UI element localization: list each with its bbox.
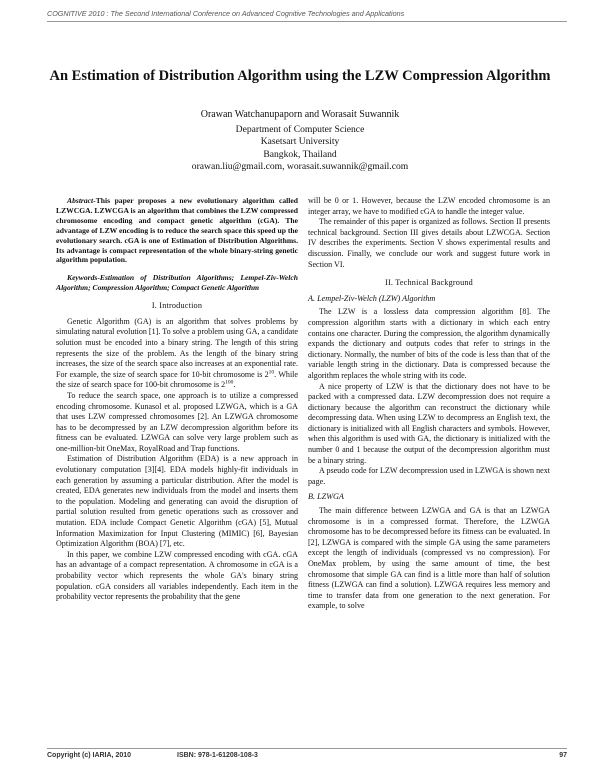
lzw-paragraph-1: The LZW is a lossless data compression algorithm [8]. The compression algorithm starts with a dictionary in which each entry contains one character. During the compression, the algorithm dynamically expands the dictionary and outputs codes that refer to strings in the dictionary. Normally, the number of bits of the code is less than that of the variable length string in the dictionary. Data is compressed because the algorithm replaces the whole string with its code. (308, 307, 550, 380)
author-university: Kasetsart University (260, 136, 340, 147)
intro-paragraph-3: Estimation of Distribution Algorithm (EDA) is a new approach in evolutionary computation [3][4]. EDA models highly-fit individuals in each generation by assuming a particular distribution. After the model is created, EDA generates new individuals from the model and inserts them to the population. Modeling and generating can avoid the disruption of partial solution resulted from genetic operations such as crossover and mutation. EDA include Compact Genetic Algorithm (cGA) [5], Mutual Information Maximization for Input Clustering (MIMIC) [6], Bayesian Optimization Algorithm (BOA) [7], etc. (56, 454, 298, 549)
paper-title: An Estimation of Distribution Algorithm using the LZW Compression Algorithm (49, 68, 551, 84)
footer-copyright: Copyright (c) IARIA, 2010 (47, 752, 132, 759)
author-email: orawan.liu@gmail.com, worasait.suwannik@gmail.com (191, 161, 409, 172)
lzw-paragraph-3: A pseudo code for LZW decompression used in LZWGA is shown next page. (308, 466, 550, 486)
intro-paragraph-4: In this paper, we combine LZW compressed encoding with cGA. cGA has an advantage of a compact representation. A chromosome in cGA is a probability vector which represents the whole GA's binary string population. cGA considers all variables independently. Each item in the probability vector represents the probability that the gene (56, 549, 298, 602)
lzw-paragraph-2: A nice property of LZW is that the dictionary does not have to be packed with a compressed data. LZW decompression does not require a dictionary because the algorithm can reconstruct the dictionary while decompressing data. When using LZW to decompress an English text, the dictionary is initialized with all English characters and symbols. However, when this algorithm is used with GA, the dictionary is initialized with the number 0 and 1 because the output of the decompression algorithm must be a binary string. (308, 381, 550, 465)
section-heading-introduction: I. Introduction (151, 301, 203, 311)
abstract-body: This paper proposes a new evolutionary algorithm called LZWCGA. LZWCGA is an algorithm that combines the LZW compressed chromosome encoding and compact genetic algorithm (cGA). The advantage of LZW encoding is to reduce the search space this speed up the evolutionary search. cGA is one of Estimation of Distribution Algorithms. Its advantage is compact representation of the whole binary-string genetic algorithm population. (56, 196, 298, 265)
lzwga-paragraph-1: The main difference between LZWGA and GA is that an LZWGA chromosome is in a compressed format. Therefore, the LZWGA chromosome has to be decompressed before its fitness can be evaluated. In [2], LZWGA is compared with the simple GA using the same parameters except the length of individuals (compressed vs no compression). For OneMax problem, by using the same amount of time, the best chromosome that simple GA can find is a little more than half of solution fitness (LZWGA can find a solution). LZWGA requires less memory and time to transfer data from one generation to the next generation. For example, to solve (308, 506, 550, 611)
intro-paragraph-2: To reduce the search space, one approach is to utilize a compressed encoding chromosome. Kunasol et al. proposed LZWGA, which is a GA that uses LZW compressed chromosomes [2]. An LZWGA chromosome has to be decompressed by an LZW decompression algorithm before its fitness can be evaluated. LZWGA can solve very large problem such as one-million-bit OneMax, RoyalRoad and Trap functions. (56, 390, 298, 453)
left-column (56, 196, 298, 603)
footer-page-number: 97 (559, 752, 567, 759)
page-footer (47, 748, 567, 759)
abstract-lead: Abstract- (67, 196, 96, 205)
subsection-heading-lzw: A. Lempel-Ziv-Welch (LZW) Algorithm (308, 293, 436, 303)
subsection-heading-lzwga: B. LZWGA (308, 492, 344, 502)
section-heading-background: II. Technical Background (385, 278, 473, 288)
abstract (56, 196, 298, 265)
right-column (308, 196, 550, 612)
organization-paragraph: The remainder of this paper is organized as follows. Section II presents technical background. Section III gives details about LZWCGA. Section IV describes the experiments. Section V shows experimental results and discussion. Finally, we conclude our work and suggest future work in Section VI. (308, 217, 550, 269)
author-block (0, 109, 600, 174)
footer-isbn: ISBN: 978-1-61208-108-3 (177, 752, 258, 759)
intro-paragraph-1: Genetic Algorithm (GA) is an algorithm that solves problems by simulating natural evolution [1]. To solve a problem using GA, a candidate solution must be encoded into a binary string. The length of this string represents the size of the problem. As the length of the binary string increases, the size of the search space also increases at an exponential rate. For example, the size of search space for 10-bit chromosome is $2^{10}$. While the size of search space for 100-bit chromosome is $2^{100}$. (56, 316, 298, 390)
author-names: Orawan Watchanupaporn and Worasait Suwannik (200, 109, 400, 120)
intro-paragraph-4-continued: will be 0 or 1. However, because the LZW encoded chromosome is an integer array, we have to modified cGA to handle the integer value. (308, 196, 550, 216)
author-department: Department of Computer Science (235, 123, 365, 135)
conference-header: COGNITIVE 2010 : The Second International Conference on Advanced Cognitive Technologies and Applications (47, 9, 567, 22)
author-city: Bangkok, Thailand (263, 148, 337, 160)
keywords: Keywords-Estimation of Distribution Algorithms; Lempel-Ziv-Welch Algorithm; Compression Algorithm; Compact Genetic Algorithm (56, 273, 298, 293)
